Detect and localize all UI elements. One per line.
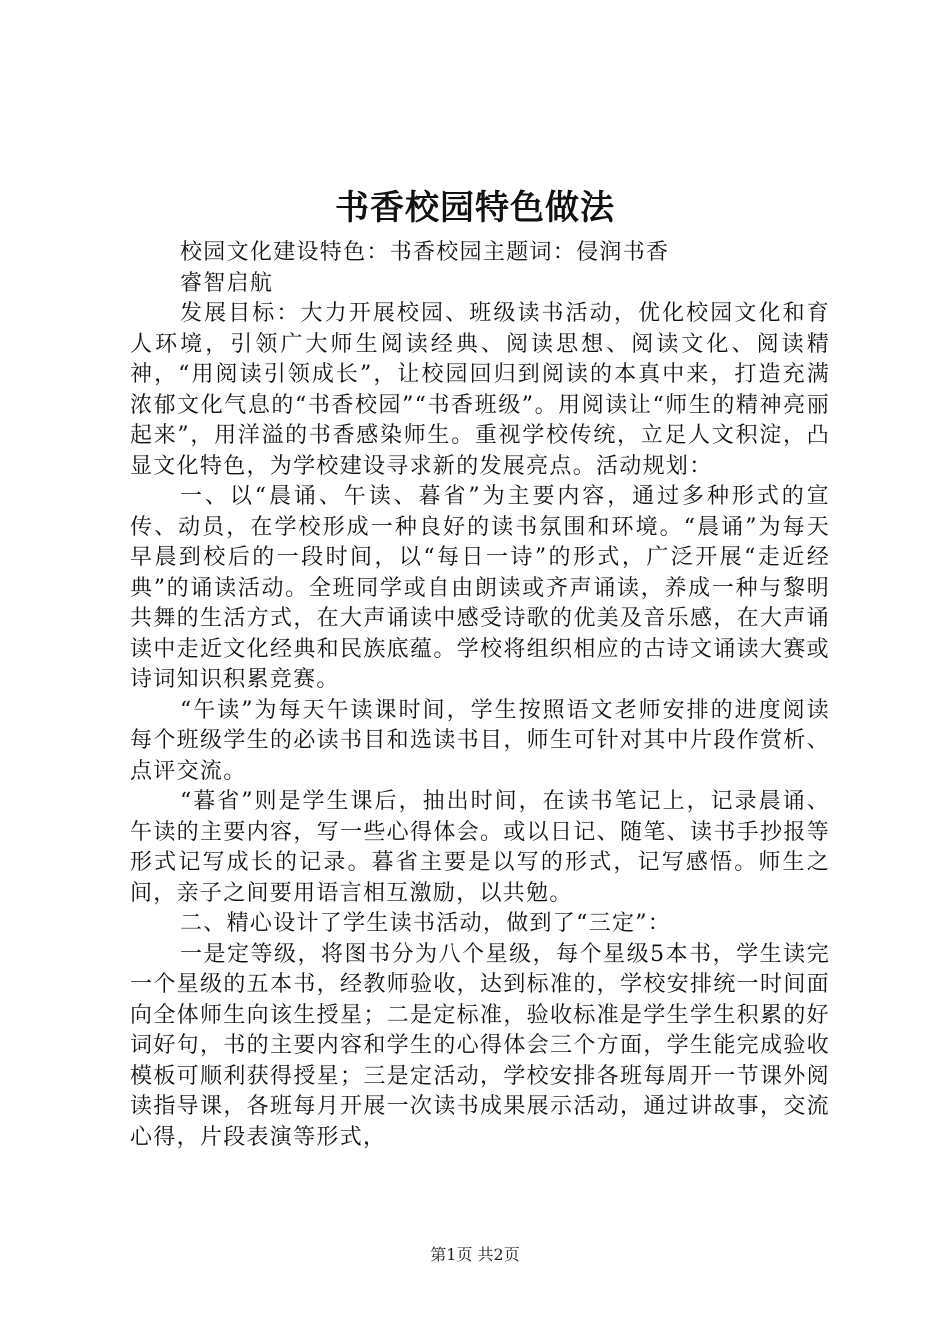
- theme-paragraph-continued: 睿智启航: [180, 270, 274, 296]
- theme-paragraph: 校园文化建设特色：书香校园主题词：侵润书香: [180, 240, 670, 265]
- evening-reflection-paragraph: “暮省”则是学生课后，抽出时间，在读书笔记上，记录晨诵、午读的主要内容，写一些心得体会。或以日记、随笔、读书手抄报等形式记写成长的记录。暮省主要是以写的形式，记写感悟。师生之间，亲子之间要用语言相互激励，以共勉。: [130, 789, 830, 906]
- document-body: [130, 238, 830, 1153]
- three-fixes-paragraph: 一是定等级，将图书分为八个星级，每个星级5本书，学生读完一个星级的五本书，经教师验收，达到标准的，学校安排统一时间面向全体师生向该生授星；二是定标准，验收标准是学生学生积累的好词好句，书的主要内容和学生的心得体会三个方面，学生能完成验收模板可顺利获得授星；三是定活动，学校安排各班每周开一节课外阅读指导课，各班每月开展一次读书成果展示活动，通过讲故事，交流心得，片段表演等形式，: [130, 941, 830, 1150]
- document-title: 书香校园特色做法: [335, 188, 615, 228]
- page-footer: 第1页 共2页: [430, 1245, 520, 1264]
- plan-one-paragraph: 一、以“晨诵、午读、暮省”为主要内容，通过多种形式的宣传、动员，在学校形成一种良好的读书氛围和环境。“晨诵”为每天早晨到校后的一段时间，以“每日一诗”的形式，广泛开展“走近经典”的诵读活动。全班同学或自由朗读或齐声诵读，养成一种与黎明共舞的生活方式，在大声诵读中感受诗歌的优美及音乐感，在大声诵读中走近文化经典和民族底蕴。学校将组织相应的古诗文诵读大赛或诗词知识积累竞赛。: [130, 484, 830, 692]
- noon-reading-paragraph: “午读”为每天午读课时间，学生按照语文老师安排的进度阅读每个班级学生的必读书目和选读书目，师生可针对其中片段作赏析、点评交流。: [130, 697, 830, 784]
- plan-two-heading: 二、精心设计了学生读书活动，做到了“三定”：: [180, 911, 672, 936]
- goal-paragraph: 发展目标：大力开展校园、班级读书活动，优化校园文化和育人环境，引领广大师生阅读经典、阅读思想、阅读文化、阅读精神，“用阅读引领成长”，让校园回归到阅读的本真中来，打造充满浓郁文化气息的“书香校园”“书香班级”。用阅读让“师生的精神亮丽起来”，用洋溢的书香感染师生。重视学校传统，立足人文积淀，凸显文化特色，为学校建设寻求新的发展亮点。活动规划：: [130, 301, 830, 479]
